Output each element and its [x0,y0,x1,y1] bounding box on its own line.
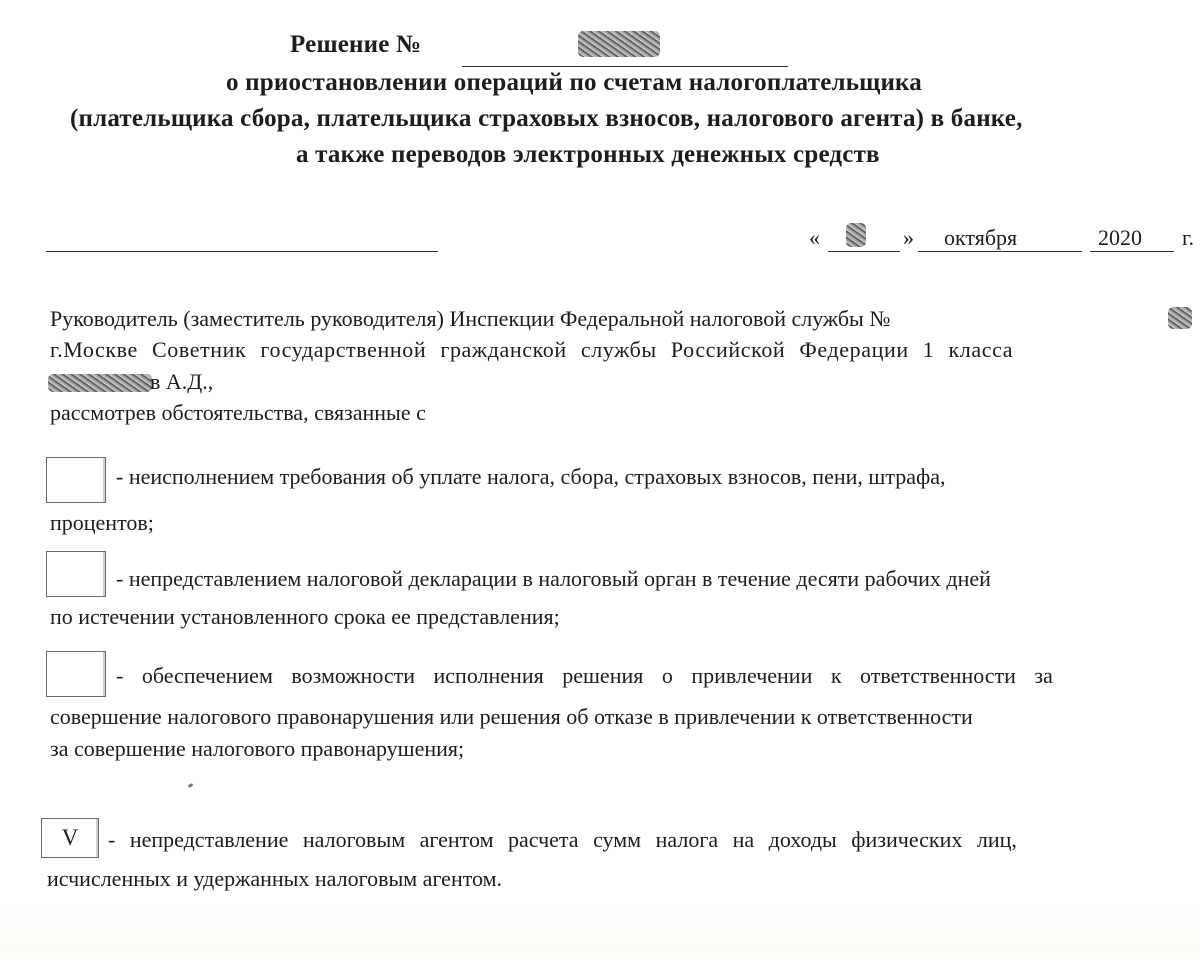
subtitle-line-2: (плательщика сбора, плательщика страховых взносов, налогового агента) в банке, [70,105,1023,132]
date-month-line [918,251,1082,252]
date-year-line [1090,251,1174,252]
date-close-quote: » [903,225,914,250]
option-1-text-line-1: - неисполнением требования об уплате налога, сбора, страховых взносов, пени, штрафа, [116,464,946,489]
date-month: октября [944,225,1018,250]
date-open-quote: « [809,225,820,250]
date-year: 2020 [1098,225,1142,250]
option-2-checkbox[interactable] [46,551,106,597]
authority-line-4: рассмотрев обстоятельства, связанные с [50,400,426,425]
official-name-redaction [48,374,152,392]
authority-line-2: г.Москве Советник государственной гражданской службы Российской Федерации 1 класса [50,337,1014,362]
option-4-text-line-2: исчисленных и удержанных налоговым агентом. [47,866,503,891]
decision-number-line [462,66,788,67]
decision-number-redaction [578,31,660,57]
place-line [46,251,438,252]
option-2-text-line-1: - непредставлением налоговой декларации в налоговый орган в течение десяти рабочих дней [116,566,991,591]
option-2-text-line-2: по истечении установленного срока ее представления; [50,604,560,629]
official-name-suffix: в А.Д., [150,369,214,394]
subtitle-line-3: а также переводов электронных денежных средств [296,141,880,168]
option-4-checkbox[interactable]: V [41,818,99,858]
subtitle-line-1: о приостановлении операций по счетам налогоплательщика [226,69,922,96]
date-day-redaction [846,223,866,247]
option-3-checkbox[interactable] [46,651,106,697]
inspection-number-redaction [1168,307,1192,329]
option-3-text-line-3: за совершение налогового правонарушения; [50,736,465,761]
stray-mark [188,783,194,788]
date-year-suffix: г. [1182,225,1195,250]
option-3-text-line-2: совершение налогового правонарушения или решения об отказе в привлечении к ответственности [50,704,973,729]
option-1-checkbox[interactable] [46,457,106,503]
date-day-line [828,251,900,252]
decision-title-label: Решение № [290,31,422,58]
option-3-text-line-1: - обеспечением возможности исполнения решения о привлечении к ответственности за [116,663,1053,688]
option-4-text-line-1: - непредставление налоговым агентом расчета сумм налога на доходы физических лиц, [108,827,1017,852]
option-1-text-line-2: процентов; [50,510,154,535]
authority-line-1: Руководитель (заместитель руководителя) Инспекции Федеральной налоговой службы № [50,306,891,331]
